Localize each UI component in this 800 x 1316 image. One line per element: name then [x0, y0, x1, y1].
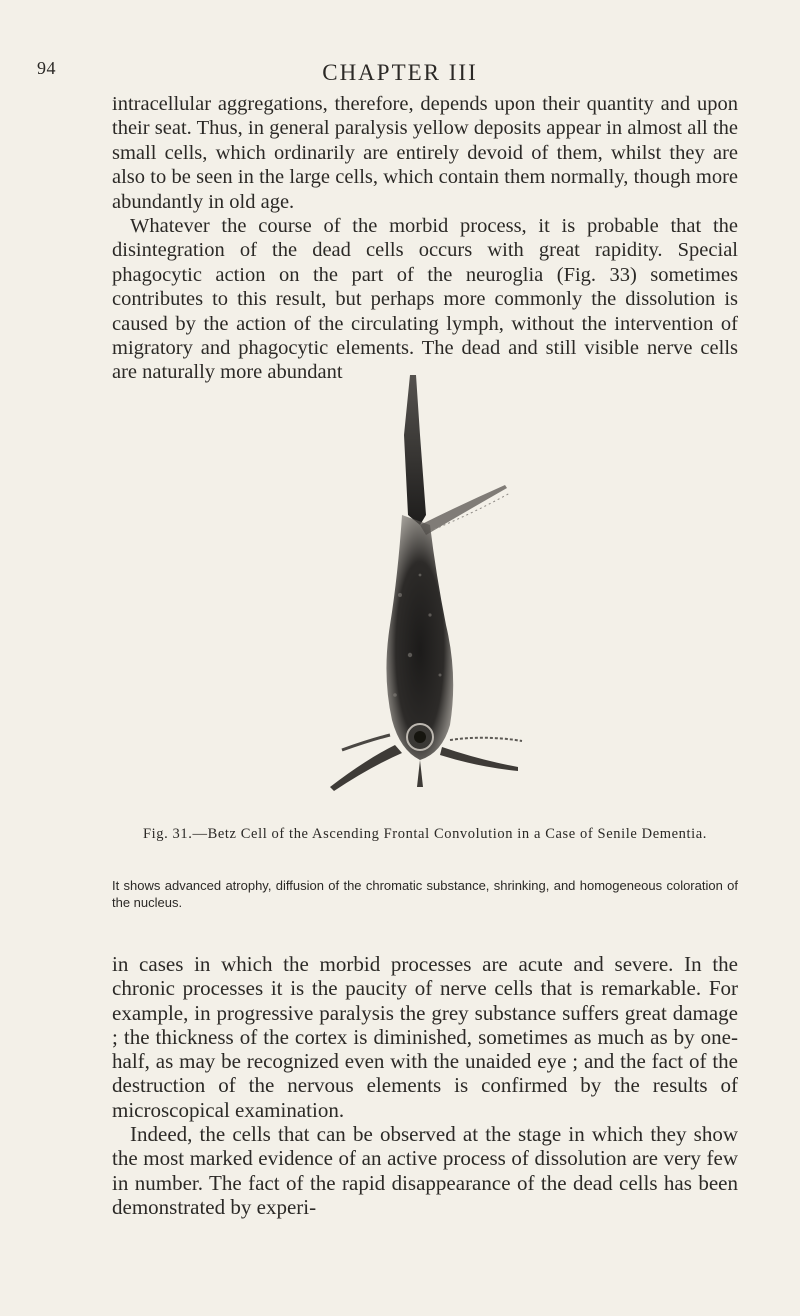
bottom-text-block: [112, 952, 738, 1219]
paragraph: Indeed, the cells that can be observed at the stage in which they show the most marked evidence of an active process of dissolution are very few in number. The fact of the rapid disappearance of the dead cells has been demonstrated by experi-: [112, 1122, 738, 1219]
page-number: 94: [37, 58, 56, 78]
top-text-block: [112, 92, 738, 385]
paragraph: Whatever the course of the morbid process, it is probable that the disintegration of the dead cells occurs with great rapidity. Special phagocytic action on the part of the neuroglia (Fig. 33) sometimes contributes to this result, but perhaps more commonly the dissolution is caused by the action of the circulating lymph, without the intervention of migratory and phagocytic elements. The dead and still visible nerve cells are naturally more abundant: [112, 215, 738, 384]
paragraph: intracellular aggregations, therefore, depends upon their quantity and upon their seat. Thus, in general paralysis yellow deposits appear in almost all the small cells, which ordinarily are entirely devoid of them, whilst they are also to be seen in the large cells, which contain them normally, though more abundantly in old age.: [112, 93, 738, 213]
figure-caption-title: Fig. 31.—Betz Cell of the Ascending Frontal Convolution in a Case of Senile Dementia.: [142, 826, 708, 842]
betz-cell-illustration: [270, 375, 590, 795]
paragraph: in cases in which the morbid processes are acute and severe. In the chronic processes it is the paucity of nerve cells that is remarkable. For example, in progressive paralysis the grey substance suffers great damage ; the thickness of the cortex is diminished, sometimes as much as by one-half, as may be recognized even with the unaided eye ; and the fact of the destruction of the nervous elements is confirmed by the results of microscopical examination.: [112, 952, 738, 1122]
running-head: CHAPTER III: [322, 60, 478, 85]
figure-caption-description: It shows advanced atrophy, diffusion of the chromatic substance, shrinking, and homogeneous coloration of the nucleus.: [112, 878, 738, 910]
betz-cell-figure: [270, 375, 590, 795]
